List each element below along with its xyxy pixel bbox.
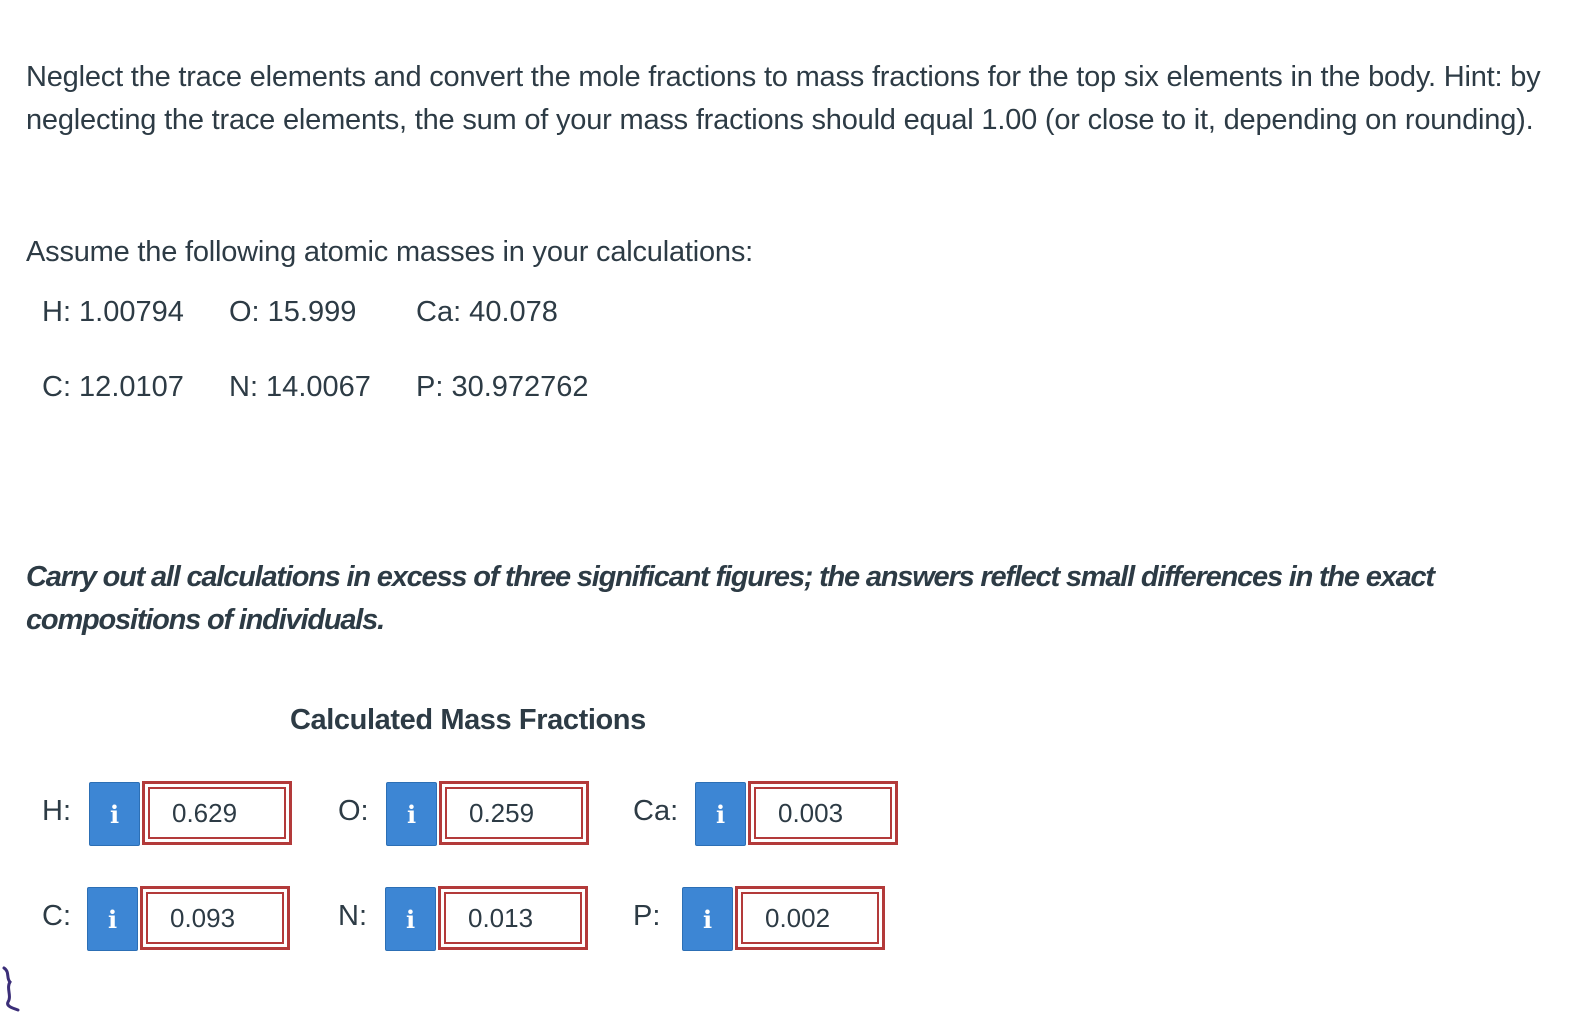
answer-value-o: 0.259 xyxy=(445,787,583,839)
info-glyph: i xyxy=(406,799,417,829)
answer-label-p: P: xyxy=(633,900,661,932)
answer-field-c[interactable] xyxy=(140,886,290,950)
answer-field-h[interactable] xyxy=(142,781,292,845)
answer-label-h: H: xyxy=(42,795,71,827)
atomic-mass-o: O: 15.999 xyxy=(229,296,357,328)
answer-field-o[interactable] xyxy=(439,781,589,845)
answer-field-ca[interactable] xyxy=(748,781,898,845)
info-glyph: i xyxy=(702,904,713,934)
answer-value-h: 0.629 xyxy=(148,787,286,839)
atomic-mass-heading: Assume the following atomic masses in your calculations: xyxy=(26,236,754,268)
answer-field-p[interactable] xyxy=(735,886,885,950)
answer-value-n: 0.013 xyxy=(444,892,582,944)
info-icon-h[interactable] xyxy=(89,782,140,846)
info-icon-n[interactable] xyxy=(385,887,436,951)
significant-figures-note: Carry out all calculations in excess of three significant figures; the answers reflect small differences in the exact compositions of individuals. xyxy=(26,561,1434,636)
answer-value-ca: 0.003 xyxy=(754,787,892,839)
atomic-mass-n: N: 14.0067 xyxy=(229,371,371,403)
instruction-paragraph: Neglect the trace elements and convert the mole fractions to mass fractions for the top six elements in the body. Hint: by neglecting the trace elements, the sum of your mass fractions should equal 1.00 (or close to it, depending on rounding). xyxy=(26,61,1541,136)
info-icon-p[interactable] xyxy=(682,887,733,951)
brace-mark-icon xyxy=(0,966,30,1012)
answer-value-p: 0.002 xyxy=(741,892,879,944)
answer-field-n[interactable] xyxy=(438,886,588,950)
info-glyph: i xyxy=(109,799,120,829)
atomic-mass-h: H: 1.00794 xyxy=(42,296,184,328)
atomic-mass-p: P: 30.972762 xyxy=(416,371,589,403)
info-glyph: i xyxy=(405,904,416,934)
info-icon-o[interactable] xyxy=(386,782,437,846)
answer-value-c: 0.093 xyxy=(146,892,284,944)
info-glyph: i xyxy=(715,799,726,829)
atomic-mass-ca: Ca: 40.078 xyxy=(416,296,558,328)
answer-label-o: O: xyxy=(338,795,369,827)
atomic-mass-c: C: 12.0107 xyxy=(42,371,184,403)
info-icon-c[interactable] xyxy=(87,887,138,951)
info-icon-ca[interactable] xyxy=(695,782,746,846)
section-title: Calculated Mass Fractions xyxy=(290,704,646,736)
answer-label-c: C: xyxy=(42,900,71,932)
answer-label-n: N: xyxy=(338,900,367,932)
info-glyph: i xyxy=(107,904,118,934)
answer-label-ca: Ca: xyxy=(633,795,679,827)
